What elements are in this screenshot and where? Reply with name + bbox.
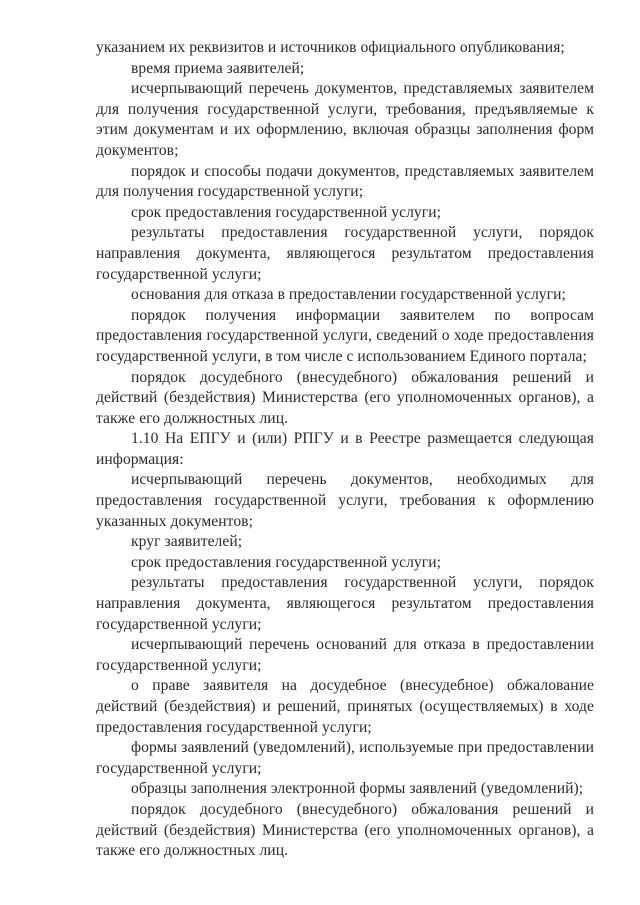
paragraph-3: исчерпывающий перечень документов, представляемых заявителем для получения государственной услуги, требования, предъявляемые к этим документам и их оформлению, включая образцы заполнения форм документов; — [96, 80, 594, 159]
paragraph-5: срок предоставления государственной услуги; — [131, 203, 441, 221]
paragraph-17: формы заявлений (уведомлений), используемые при предоставлении государственной услуги; — [96, 739, 594, 777]
paragraph-12: круг заявителей; — [131, 533, 243, 551]
paragraph-14: результаты предоставления государственной услуги, порядок направления документа, являющегося результатом предоставления государственной услуги; — [96, 574, 594, 633]
paragraph-9: порядок досудебного (внесудебного) обжалования решений и действий (бездействия) Министерства (его уполномоченных органов), а также его должностных лиц. — [96, 368, 594, 427]
paragraph-13: срок предоставления государственной услуги; — [131, 553, 441, 571]
paragraph-4: порядок и способы подачи документов, представляемых заявителем для получения государственной услуги; — [96, 162, 594, 201]
paragraph-1: указанием их реквизитов и источников официального опубликования; — [96, 39, 565, 56]
paragraph-15: исчерпывающий перечень оснований для отказа в предоставлении государственной услуги; — [96, 636, 594, 674]
paragraph-6: результаты предоставления государственной услуги, порядок направления документа, являющегося результатом предоставления государственной услуги; — [96, 224, 594, 283]
paragraph-11: исчерпывающий перечень документов, необходимых для предоставления государственной услуги, требования к оформлению указанных документов; — [96, 471, 594, 530]
paragraph-2: время приема заявителей; — [131, 59, 305, 77]
paragraph-7: основания для отказа в предоставлении государственной услуги; — [131, 286, 566, 304]
paragraph-18: образцы заполнения электронной формы заявлений (уведомлений); — [131, 780, 584, 798]
paragraph-19: порядок досудебного (внесудебного) обжалования решений и действий (бездействия) Министерства (его уполномоченных органов), а также его должностных лиц. — [96, 800, 594, 860]
section-1-10-heading: 1.10 На ЕПГУ и (или) РПГУ и в Реестре размещается следующая информация: — [96, 430, 594, 468]
paragraph-8: порядок получения информации заявителем по вопросам предоставления государственной услуги, сведений о ходе предоставления государственной услуги, в том числе с использованием Единого портала; — [96, 306, 594, 365]
paragraph-16: о праве заявителя на досудебное (внесудебное) обжалование действий (бездействия) и решений, принятых (осуществляемых) в ходе предоставления государственной услуги; — [96, 677, 594, 736]
